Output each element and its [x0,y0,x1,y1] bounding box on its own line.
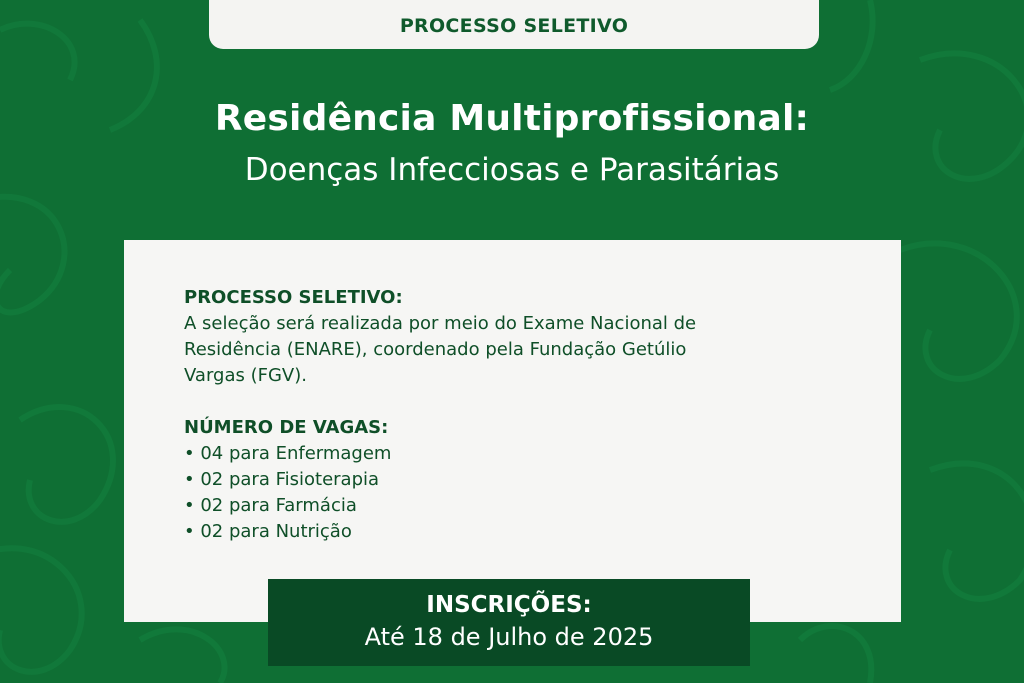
selection-process-line: Residência (ENARE), coordenado pela Fundação Getúlio [184,339,687,360]
spacer [184,389,824,415]
registration-deadline: Até 18 de Julho de 2025 [364,623,654,651]
page-subtitle: Doenças Infecciosas e Parasitárias [244,152,780,188]
vacancy-item: • 04 para Enfermagem [184,443,392,464]
registration-banner [268,579,750,666]
info-card-content [184,285,824,545]
selection-process-line: A seleção será realizada por meio do Exame Nacional de [184,313,697,334]
info-card [124,240,901,622]
top-tab-label: PROCESSO SELETIVO [399,15,629,37]
selection-process-line: Vargas (FGV). [184,365,307,386]
vacancies-heading: NÚMERO DE VAGAS: [184,417,389,438]
vacancy-item: • 02 para Fisioterapia [184,469,380,490]
registration-title: INSCRIÇÕES: [426,592,592,618]
top-tab-banner [209,0,819,49]
vacancy-item: • 02 para Nutrição [184,521,352,542]
page-title: Residência Multiprofissional: [214,98,810,139]
vacancy-item: • 02 para Farmácia [184,495,357,516]
selection-process-heading: PROCESSO SELETIVO: [184,287,403,308]
